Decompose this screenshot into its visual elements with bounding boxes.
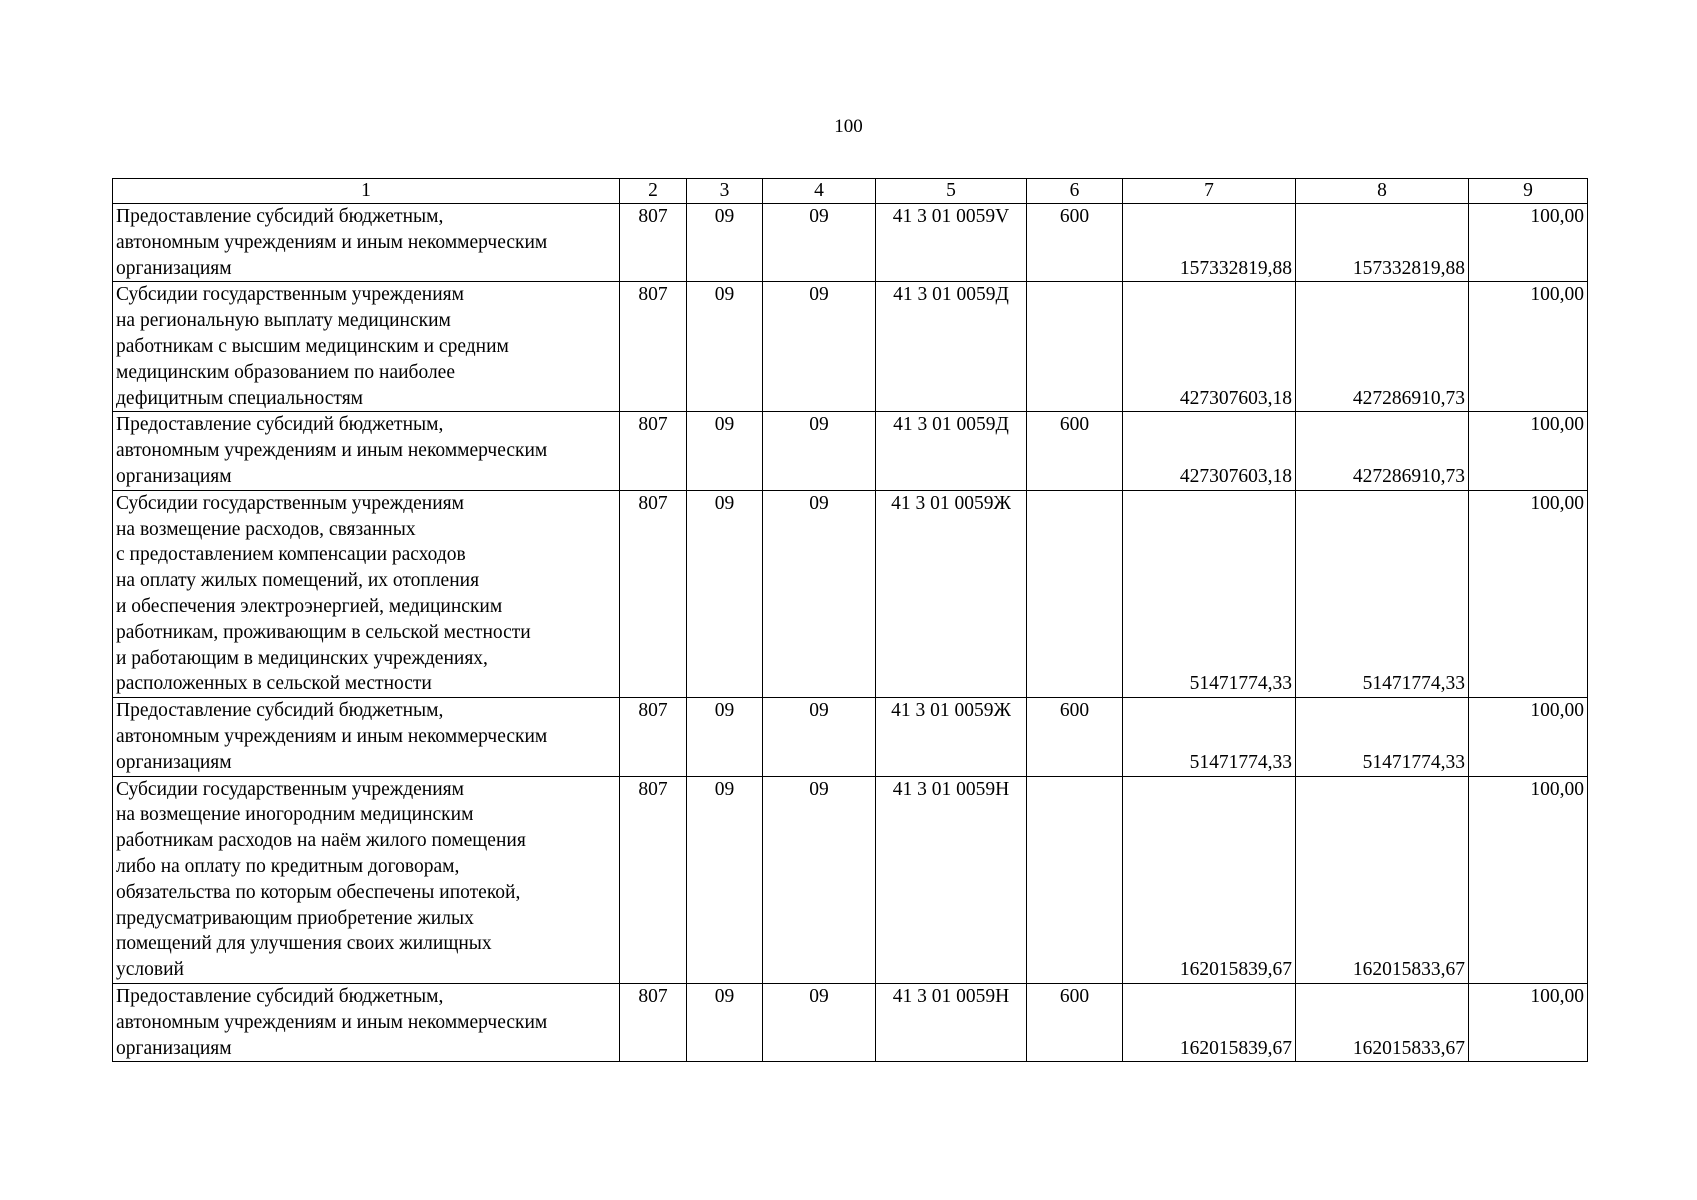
budget-table	[112, 178, 1588, 1062]
row-actual-amount: 427286910,73	[1296, 282, 1469, 412]
table-row	[113, 776, 1588, 983]
row-grbs-code: 807	[620, 490, 687, 697]
row-description: Предоставление субсидий бюджетным, автономным учреждениям и иным некоммерческим организациям	[113, 204, 620, 282]
row-description: Субсидии государственным учреждениям на возмещение иногородним медицинским работникам расходов на наём жилого помещения либо на оплату по кредитным договорам, обязательства по которым обеспечены ипотекой, предусматривающим приобретение жилых помещений для улучшения своих жилищных условий	[113, 776, 620, 983]
row-section-code: 09	[687, 983, 763, 1061]
row-actual-amount: 162015833,67	[1296, 983, 1469, 1061]
row-subsection-code: 09	[763, 412, 876, 490]
row-subsection-code: 09	[763, 204, 876, 282]
row-expense-type-code: 600	[1027, 412, 1123, 490]
row-description: Предоставление субсидий бюджетным, автономным учреждениям и иным некоммерческим организациям	[113, 412, 620, 490]
table-row	[113, 490, 1588, 697]
row-target-article-code: 41 3 01 0059Д	[876, 282, 1027, 412]
row-planned-amount: 51471774,33	[1123, 490, 1296, 697]
row-subsection-code: 09	[763, 698, 876, 776]
row-subsection-code: 09	[763, 776, 876, 983]
row-section-code: 09	[687, 698, 763, 776]
row-planned-amount: 51471774,33	[1123, 698, 1296, 776]
row-planned-amount: 162015839,67	[1123, 776, 1296, 983]
row-section-code: 09	[687, 776, 763, 983]
row-actual-amount: 427286910,73	[1296, 412, 1469, 490]
row-description: Предоставление субсидий бюджетным, автономным учреждениям и иным некоммерческим организациям	[113, 698, 620, 776]
page-number: 100	[834, 116, 863, 137]
row-planned-amount: 162015839,67	[1123, 983, 1296, 1061]
row-execution-percent: 100,00	[1469, 983, 1588, 1061]
row-description: Субсидии государственным учреждениям на региональную выплату медицинским работникам с высшим медицинским и средним медицинским образованием по наиболее дефицитным специальностям	[113, 282, 620, 412]
column-header: 4	[763, 179, 876, 204]
column-header: 9	[1469, 179, 1588, 204]
row-target-article-code: 41 3 01 0059Д	[876, 412, 1027, 490]
table-row	[113, 282, 1588, 412]
row-target-article-code: 41 3 01 0059Н	[876, 776, 1027, 983]
row-description: Субсидии государственным учреждениям на возмещение расходов, связанных с предоставлением компенсации расходов на оплату жилых помещений, их отопления и обеспечения электроэнергией, медицинским работникам, проживающим в сельской местности и работающим в медицинских учреждениях, расположенных в сельской местности	[113, 490, 620, 697]
row-planned-amount: 427307603,18	[1123, 282, 1296, 412]
column-header: 3	[687, 179, 763, 204]
row-grbs-code: 807	[620, 983, 687, 1061]
table-row	[113, 983, 1588, 1061]
table-row	[113, 412, 1588, 490]
row-actual-amount: 51471774,33	[1296, 698, 1469, 776]
column-header: 5	[876, 179, 1027, 204]
row-planned-amount: 427307603,18	[1123, 412, 1296, 490]
row-target-article-code: 41 3 01 0059V	[876, 204, 1027, 282]
row-actual-amount: 157332819,88	[1296, 204, 1469, 282]
table-row	[113, 204, 1588, 282]
row-section-code: 09	[687, 282, 763, 412]
header-row	[113, 179, 1588, 204]
row-grbs-code: 807	[620, 204, 687, 282]
row-grbs-code: 807	[620, 698, 687, 776]
row-actual-amount: 162015833,67	[1296, 776, 1469, 983]
row-section-code: 09	[687, 204, 763, 282]
row-target-article-code: 41 3 01 0059Н	[876, 983, 1027, 1061]
row-execution-percent: 100,00	[1469, 490, 1588, 697]
row-grbs-code: 807	[620, 776, 687, 983]
column-header: 2	[620, 179, 687, 204]
row-subsection-code: 09	[763, 490, 876, 697]
row-expense-type-code: 600	[1027, 983, 1123, 1061]
column-header: 6	[1027, 179, 1123, 204]
row-expense-type-code	[1027, 282, 1123, 412]
row-expense-type-code: 600	[1027, 204, 1123, 282]
row-grbs-code: 807	[620, 412, 687, 490]
row-grbs-code: 807	[620, 282, 687, 412]
row-section-code: 09	[687, 490, 763, 697]
row-expense-type-code: 600	[1027, 698, 1123, 776]
row-section-code: 09	[687, 412, 763, 490]
column-header: 8	[1296, 179, 1469, 204]
row-execution-percent: 100,00	[1469, 282, 1588, 412]
table-row	[113, 698, 1588, 776]
row-target-article-code: 41 3 01 0059Ж	[876, 698, 1027, 776]
row-execution-percent: 100,00	[1469, 412, 1588, 490]
row-description: Предоставление субсидий бюджетным, автономным учреждениям и иным некоммерческим организациям	[113, 983, 620, 1061]
row-execution-percent: 100,00	[1469, 698, 1588, 776]
column-header: 1	[113, 179, 620, 204]
row-subsection-code: 09	[763, 983, 876, 1061]
row-execution-percent: 100,00	[1469, 204, 1588, 282]
column-header: 7	[1123, 179, 1296, 204]
table-body	[113, 204, 1588, 1062]
row-execution-percent: 100,00	[1469, 776, 1588, 983]
row-expense-type-code	[1027, 776, 1123, 983]
row-target-article-code: 41 3 01 0059Ж	[876, 490, 1027, 697]
row-subsection-code: 09	[763, 282, 876, 412]
row-planned-amount: 157332819,88	[1123, 204, 1296, 282]
row-expense-type-code	[1027, 490, 1123, 697]
row-actual-amount: 51471774,33	[1296, 490, 1469, 697]
